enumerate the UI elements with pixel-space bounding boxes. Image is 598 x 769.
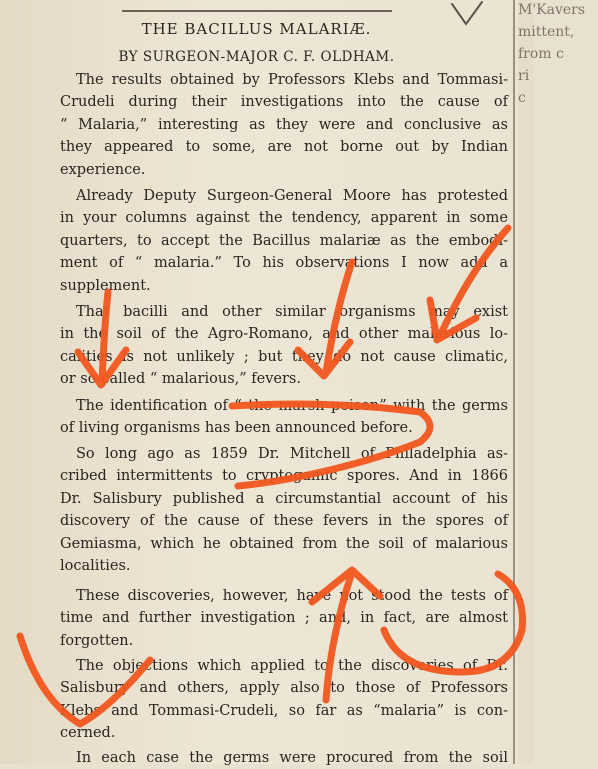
text-line: quarters, to accept the Bacillus malariæ as the embodi- (60, 232, 508, 249)
text-line: time and further investigation ; and, in fact, are almost (60, 610, 508, 627)
text-line: Gemiasma, which he obtained from the soil of malarious (60, 535, 508, 552)
text-line: ment of “ malaria.” To his observations I now add a (60, 255, 508, 272)
text-line: experience. (60, 161, 146, 178)
paragraph-5 (60, 443, 508, 577)
text-line: Klebs and Tommasi-Crudeli, so far as “malaria” is con- (60, 702, 508, 719)
paragraph-4 (60, 395, 508, 440)
text-line: supplement. (60, 277, 151, 294)
text-line: Crudeli during their investigations into the cause of (60, 94, 508, 111)
column-divider (513, 0, 515, 764)
adjacent-fragment: c (518, 90, 526, 106)
adjacent-fragment: ri (518, 68, 530, 84)
text-line: in your columns against the tendency, apparent in some (60, 210, 508, 227)
header-rule (122, 0, 392, 12)
text-line: Already Deputy Surgeon-General Moore has protested (76, 188, 508, 204)
text-line: calities is not unlikely ; but they do not cause climatic, (60, 348, 508, 365)
paragraph-7 (60, 655, 508, 745)
text-line: In each case the germs were procured from the soil (76, 750, 508, 766)
text-line: The identification of “ the marsh poison” with the germs (76, 398, 508, 414)
paragraph-1 (60, 69, 508, 181)
text-line: cerned. (60, 725, 116, 742)
text-line: discovery of the cause of these fevers in the spores of (60, 513, 508, 530)
text-line: That bacilli and other similar organisms may exist (76, 304, 508, 320)
text-line: of living organisms has been announced before. (60, 420, 413, 437)
text-line: “ Malaria,” interesting as they were and conclusive as (60, 116, 508, 133)
text-line: Salisbury and others, apply also to those of Professors (60, 680, 508, 697)
paragraph-3 (60, 301, 508, 391)
adjacent-fragment: from c (518, 46, 564, 62)
text-line: localities. (60, 558, 131, 575)
text-line: These discoveries, however, have not stood the tests of (76, 588, 508, 604)
text-line: Dr. Salisbury published a circumstantial account of his (60, 490, 508, 507)
adjacent-fragment: M'Kavers (518, 2, 586, 18)
text-line: they appeared to some, are not borne out by Indian (60, 139, 508, 156)
text-line: or so-called “ malarious,” fevers. (60, 371, 301, 388)
text-line: The results obtained by Professors Klebs and Tommasi- (76, 72, 508, 88)
text-line: forgotten. (60, 632, 134, 649)
text-line: So long ago as 1859 Dr. Mitchell of Philadelphia as- (76, 446, 508, 462)
article-title: THE BACILLUS MALARIÆ. (141, 20, 372, 38)
paragraph-2 (60, 185, 508, 297)
article-byline: BY SURGEON-MAJOR C. F. OLDHAM. (118, 49, 395, 65)
text-line: The objections which applied to the discoveries of Dr. (76, 658, 508, 674)
adjacent-fragment: mittent, (518, 24, 575, 40)
adjacent-column (518, 0, 586, 764)
paragraph-8 (60, 747, 508, 769)
paragraph-6 (60, 585, 508, 652)
text-line: cribed intermittents to cryptogamic spores. And in 1866 (60, 468, 508, 485)
text-line: in the soil of the Agro-Romano, and other malarious lo- (60, 326, 508, 343)
